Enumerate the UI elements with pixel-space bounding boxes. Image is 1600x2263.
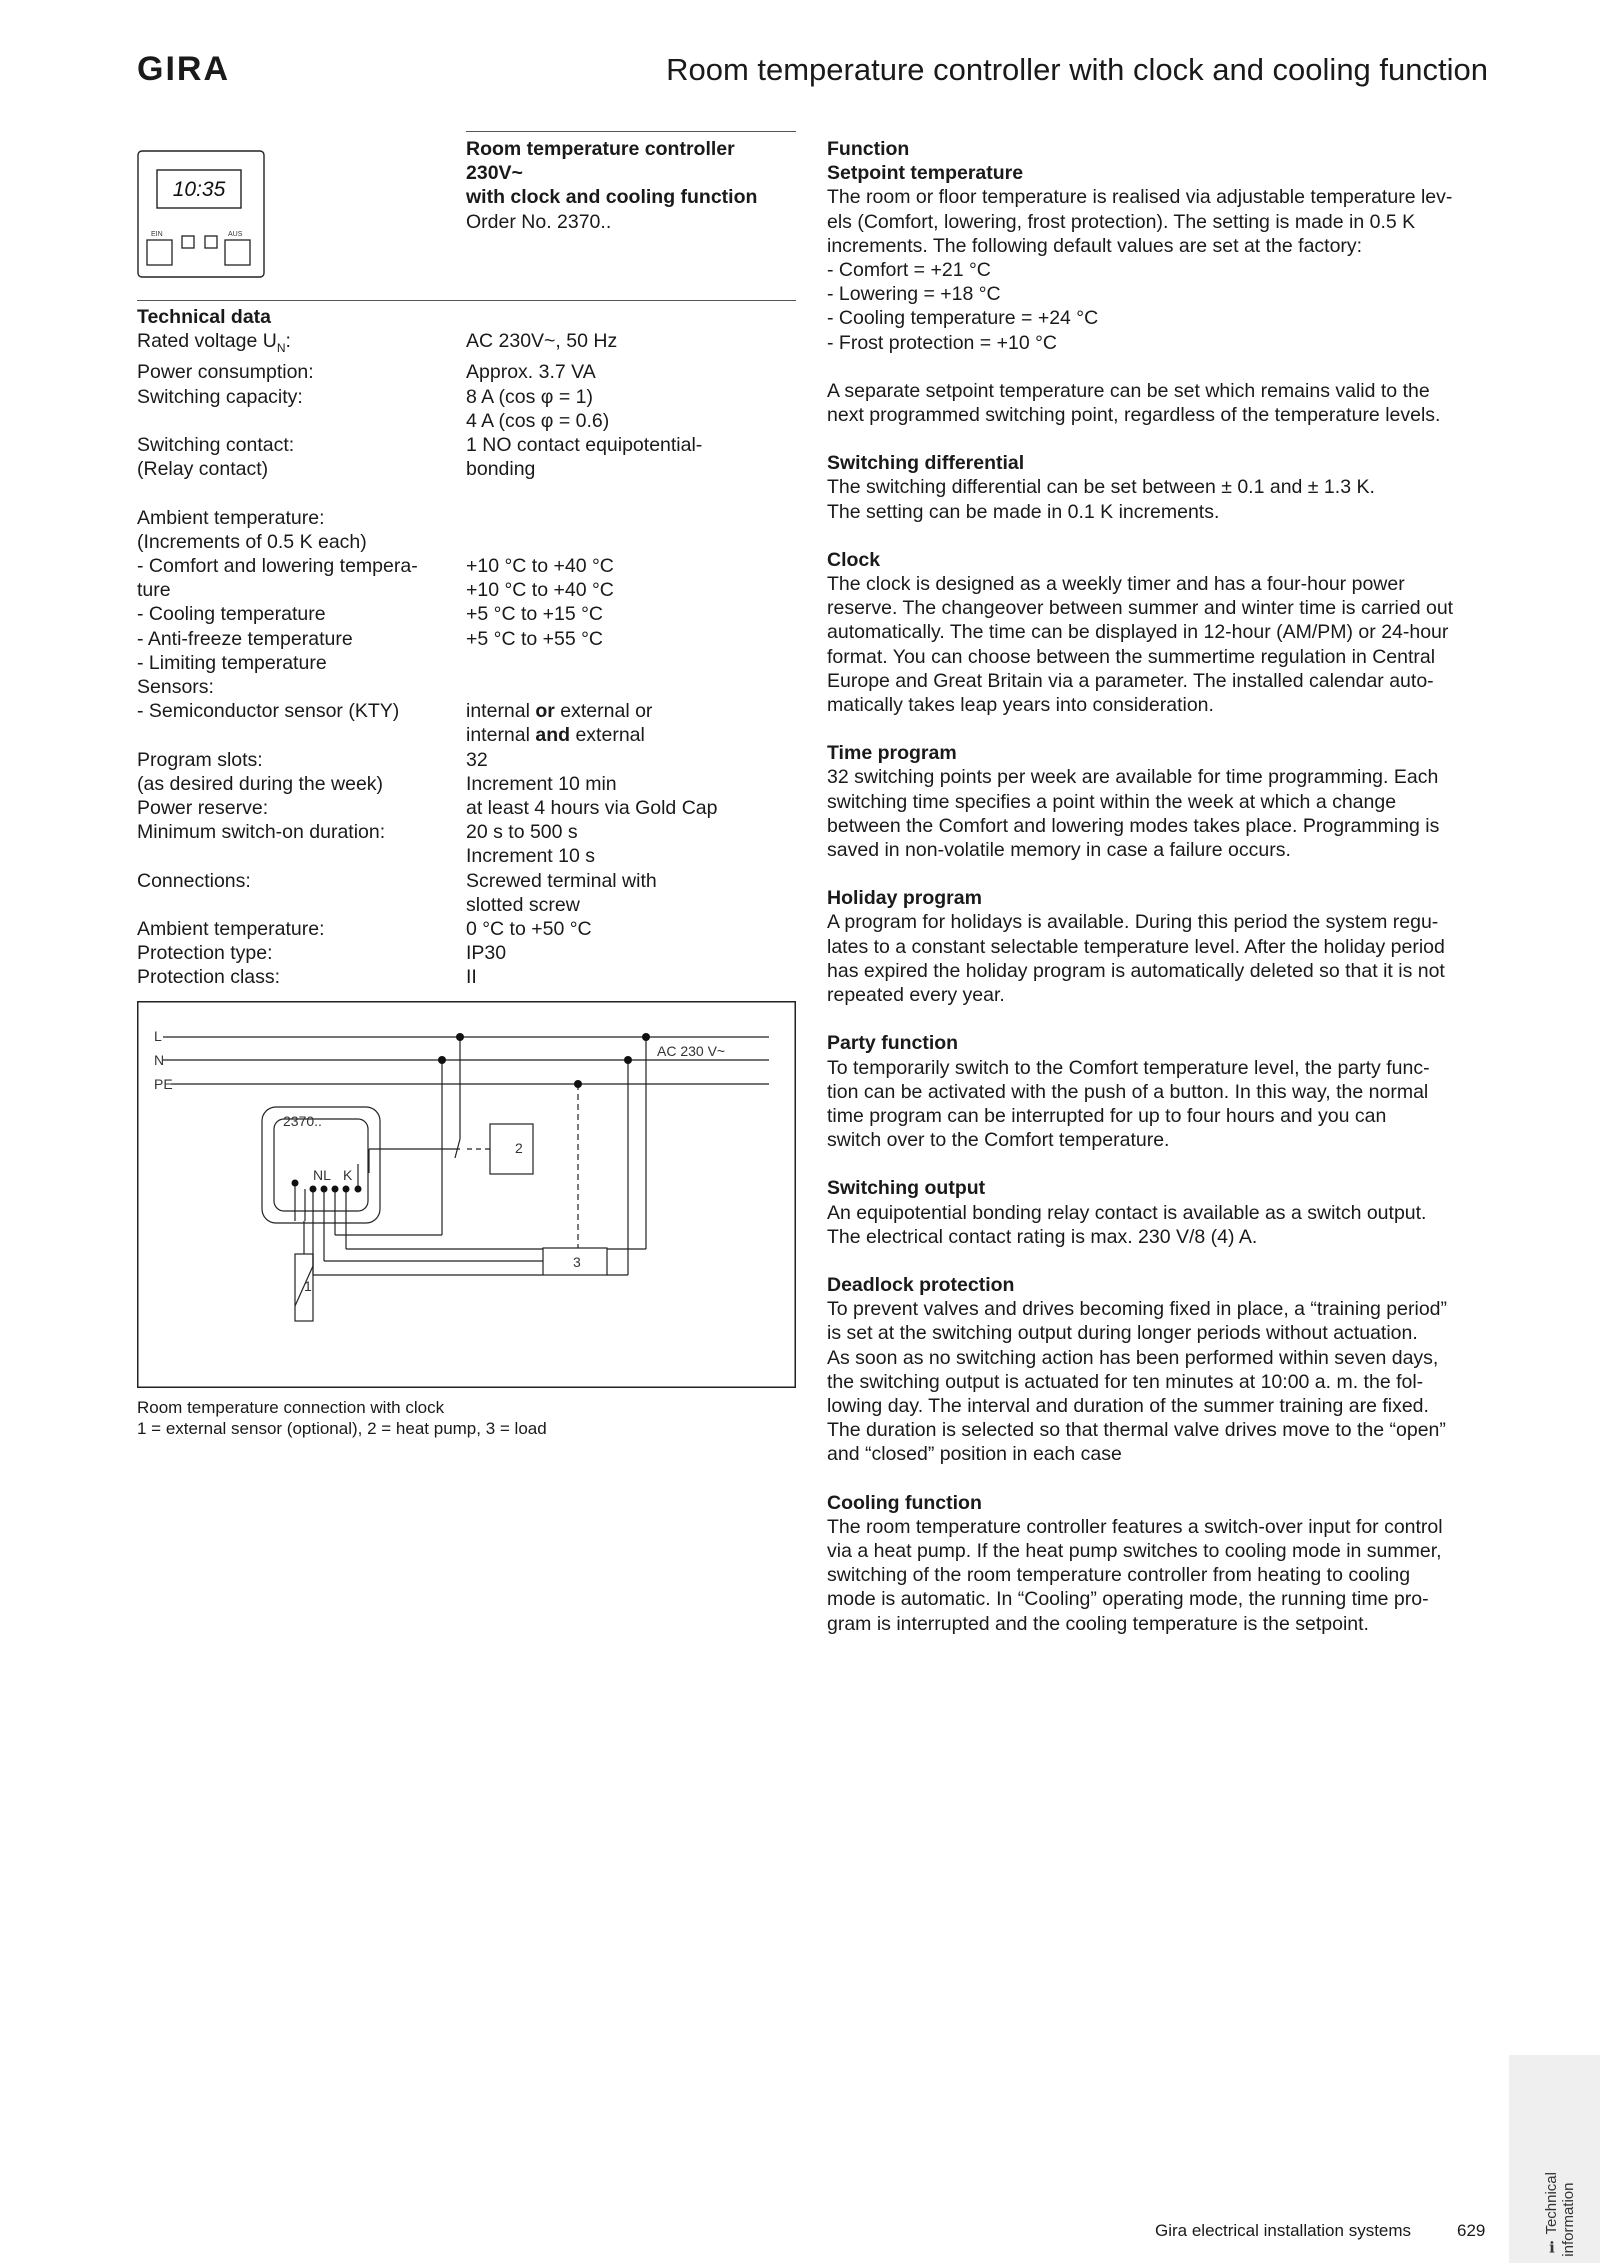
button-left-label: EIN [151,231,163,238]
technical-data-value: IP30 [466,942,507,965]
page-title: Room temperature controller with clock and cooling function [666,52,1488,87]
technical-data-value: 0 °C to +50 °C [466,917,592,940]
technical-data-key: - Anti-freeze temperature [137,627,353,650]
technical-data-value: Increment 10 min [466,772,617,795]
section-line: via a heat pump. If the heat pump switches to cooling mode in summer, [827,1539,1442,1562]
technical-data-row [137,820,796,844]
technical-data-key: Switching capacity: [137,385,303,408]
product-name-2: 230V~ [466,162,523,185]
section-line: is set at the switching output during longer periods without actuation. [827,1322,1418,1345]
technical-data-key: - Cooling temperature [137,603,326,626]
technical-data-value: II [466,966,477,989]
caption-line-2: 1 = external sensor (optional), 2 = heat pump, 3 = load [137,1419,547,1438]
function-column [827,137,1487,1636]
rule-top [466,131,796,132]
wiring-diagram [137,1001,796,1393]
section-line: The duration is selected so that thermal valve drives move to the “open” [827,1419,1446,1442]
section-line: - Lowering = +18 °C [827,283,1001,306]
order-number: Order No. 2370.. [466,210,612,233]
technical-data-row [137,627,796,651]
section-line: increments. The following default values are set at the factory: [827,234,1363,257]
label-terminals: NL [313,1167,331,1183]
label-ac: AC 230 V~ [657,1043,726,1059]
section-tab-label [1543,2172,1577,2257]
technical-data-key: Protection type: [137,942,273,965]
technical-data-row [137,723,796,747]
function-section [827,741,1487,862]
section-heading: Switching output [827,1177,986,1200]
button-right-label: AUS [228,231,243,238]
technical-data-key: - Comfort and lowering tempera- [137,554,418,577]
section-line: A separate setpoint temperature can be set which remains valid to the [827,379,1430,402]
section-line: The setting can be made in 0.1 K increments. [827,500,1220,523]
function-section [827,1031,1487,1152]
technical-data-value [466,530,796,554]
label-pe: PE [154,1076,173,1092]
section-line: The switching differential can be set between ± 0.1 and ± 1.3 K. [827,476,1375,499]
section-line: lates to a constant selectable temperature level. After the holiday period [827,935,1445,958]
technical-data-key [137,893,466,917]
technical-data-key: Power consumption: [137,361,314,384]
technical-data-row [137,917,796,941]
technical-data-row [137,360,796,384]
technical-data-row [137,329,796,360]
section-line: switching of the room temperature controller from heating to cooling [827,1564,1411,1587]
technical-data-key: Minimum switch-on duration: [137,821,386,844]
section-heading: Party function [827,1032,959,1055]
technical-data-row [137,385,796,409]
label-l: L [154,1028,162,1044]
section-heading: Switching differential [827,452,1025,475]
label-sensor: 1 [304,1278,312,1294]
technical-data-key: Power reserve: [137,796,269,819]
function-section [827,886,1487,1007]
section-line: To prevent valves and drives becoming fixed in place, a “training period” [827,1298,1448,1321]
section-line: automatically. The time can be displayed in 12-hour (AM/PM) or 24-hour [827,621,1449,644]
section-line: repeated every year. [827,984,1005,1007]
technical-data-rows [137,329,796,989]
technical-data-row [137,481,796,505]
technical-data-row [137,602,796,626]
technical-data-value: Screwed terminal with [466,869,657,892]
section-line: Europe and Great Britain via a parameter. The installed calendar auto- [827,669,1434,692]
section-line: switching time specifies a point within the week at which a change [827,790,1397,813]
technical-data-row [137,578,796,602]
product-block [466,137,757,234]
label-k: K [343,1167,353,1183]
section-line: has expired the holiday program is automatically deleted so that it is not [827,959,1445,982]
section-heading: Holiday program [827,887,982,910]
technical-data-row [137,941,796,965]
technical-data-key: Rated voltage $U_N$: [137,330,291,356]
section-line: To temporarily switch to the Comfort temperature level, the party func- [827,1056,1430,1079]
technical-data-value: 8 A (cos φ = 1) [466,385,593,408]
technical-data-key: (Relay contact) [137,458,269,481]
technical-data-row [137,772,796,796]
label-heat-pump: 2 [515,1140,523,1156]
technical-data-key [137,481,466,505]
device-illustration [137,150,265,283]
technical-data-row [137,651,796,675]
technical-data-key: (Increments of 0.5 K each) [137,530,367,553]
technical-data-value [466,651,796,675]
technical-data-key [137,723,466,747]
technical-data-value: bonding [466,458,536,481]
technical-data-key: ture [137,579,171,602]
section-line: format. You can choose between the summertime regulation in Central [827,645,1436,668]
function-section [827,1491,1487,1636]
technical-data-value [466,506,796,530]
section-line: As soon as no switching action has been performed within seven days, [827,1346,1439,1369]
technical-data-value: internal or external or [466,700,653,723]
section-line: 32 switching points per week are available for time programming. Each [827,766,1439,789]
section-line: An equipotential bonding relay contact is available as a switch output. [827,1201,1427,1224]
technical-data-value: Increment 10 s [466,845,595,868]
technical-data-key: Sensors: [137,675,214,698]
section-heading: Cooling function [827,1491,982,1514]
section-line: and “closed” position in each case [827,1443,1122,1466]
page-number: 629 [1457,2221,1486,2240]
function-section [827,379,1487,427]
function-section [827,451,1487,524]
section-line: - Comfort = +21 °C [827,259,991,282]
section-line: switch over to the Comfort temperature. [827,1129,1170,1152]
technical-data-row [137,409,796,433]
section-line: - Cooling temperature = +24 °C [827,307,1099,330]
caption-line-1: Room temperature connection with clock [137,1398,445,1417]
tab-line-2: information [1560,2182,1577,2257]
technical-data-key [137,409,466,433]
function-section [827,161,1487,355]
section-line: The electrical contact rating is max. 230 V/8 (4) A. [827,1225,1258,1248]
technical-data-key: - Semiconductor sensor (KTY) [137,700,400,723]
section-line: The clock is designed as a weekly timer and has a four-hour power [827,573,1405,596]
section-line: els (Comfort, lowering, frost protection). The setting is made in 0.5 K [827,210,1416,233]
section-line: reserve. The changeover between summer and winter time is carried out [827,597,1454,620]
section-line: The room or floor temperature is realised via adjustable temperature lev- [827,186,1453,209]
technical-data-value: Approx. 3.7 VA [466,361,596,384]
technical-data-key: Ambient temperature: [137,506,325,529]
technical-data-value: AC 230V~, 50 Hz [466,330,618,353]
section-heading: Setpoint temperature [827,162,1024,185]
technical-data-row [137,844,796,868]
section-line: gram is interrupted and the cooling temperature is the setpoint. [827,1612,1369,1635]
technical-data-key [137,844,466,868]
technical-data-key: Switching contact: [137,433,295,456]
technical-data-row [137,699,796,723]
technical-data-row [137,675,796,699]
technical-data-value: at least 4 hours via Gold Cap [466,796,718,819]
diagram-caption [137,1397,547,1439]
technical-data-value: +10 °C to +40 °C [466,579,614,602]
technical-data-row [137,893,796,917]
technical-data-row [137,530,796,554]
section-line: mode is automatic. In “Cooling” operating mode, the running time pro- [827,1588,1429,1611]
technical-data-key: (as desired during the week) [137,772,384,795]
display-time: 10:35 [172,178,226,201]
technical-data-row [137,433,796,457]
technical-data-value [466,481,796,505]
technical-data-value: 1 NO contact equipotential- [466,433,703,456]
section-heading: Clock [827,548,881,571]
product-name-1: Room temperature controller [466,138,735,160]
technical-data-value: 4 A (cos φ = 0.6) [466,409,610,432]
function-section [827,1273,1487,1467]
technical-data-value: 20 s to 500 s [466,821,578,844]
info-icon: ℹ [1543,2239,1560,2257]
label-n: N [154,1052,165,1068]
product-name-3: with clock and cooling function [466,186,758,209]
section-line: time program can be interrupted for up to four hours and you can [827,1104,1387,1127]
technical-data-row [137,869,796,893]
technical-data-row [137,796,796,820]
technical-data-row [137,748,796,772]
technical-data-row [137,965,796,989]
tab-line-1: Technical [1543,2172,1560,2235]
function-sections [827,161,1487,1636]
technical-data-key: - Limiting temperature [137,651,327,674]
section-tab[interactable] [1509,2055,1600,2263]
section-line: matically takes leap years into consideration. [827,694,1214,717]
technical-data-value: +10 °C to +40 °C [466,554,614,577]
technical-data-value: +5 °C to +55 °C [466,627,604,650]
technical-data-key: Ambient temperature: [137,917,325,940]
technical-data-value: slotted screw [466,893,580,916]
rule-techdata [137,300,796,301]
technical-data-value: +5 °C to +15 °C [466,603,604,626]
function-section [827,1176,1487,1249]
technical-data-row [137,506,796,530]
technical-data-value: 32 [466,748,488,771]
section-line: - Frost protection = +10 °C [827,331,1057,354]
section-line: A program for holidays is available. During this period the system regu- [827,911,1439,934]
label-device: 2370.. [283,1113,322,1129]
section-line: saved in non-volatile memory in case a failure occurs. [827,839,1291,862]
section-line: the switching output is actuated for ten minutes at 10:00 a. m. the fol- [827,1370,1424,1393]
section-line: tion can be activated with the push of a button. In this way, the normal [827,1080,1429,1103]
technical-data-row [137,554,796,578]
brand-logo: GIRA [137,50,230,88]
technical-data [137,305,796,990]
technical-data-row [137,457,796,481]
function-heading: Function [827,138,910,160]
technical-data-value [466,675,796,699]
label-load: 3 [573,1254,581,1270]
section-heading: Time program [827,742,957,765]
technical-data-key: Program slots: [137,748,263,771]
section-line: The room temperature controller features a switch-over input for control [827,1515,1443,1538]
footer-text: Gira electrical installation systems [1155,2221,1412,2240]
technical-data-heading: Technical data [137,306,272,328]
technical-data-key: Connections: [137,869,251,892]
technical-data-value: internal and external [466,724,645,747]
function-section [827,548,1487,717]
section-line: between the Comfort and lowering modes takes place. Programming is [827,814,1440,837]
section-line: next programmed switching point, regardless of the temperature levels. [827,404,1441,427]
section-line: lowing day. The interval and duration of the summer training are fixed. [827,1394,1429,1417]
section-heading: Deadlock protection [827,1273,1015,1296]
technical-data-key: Protection class: [137,966,281,989]
